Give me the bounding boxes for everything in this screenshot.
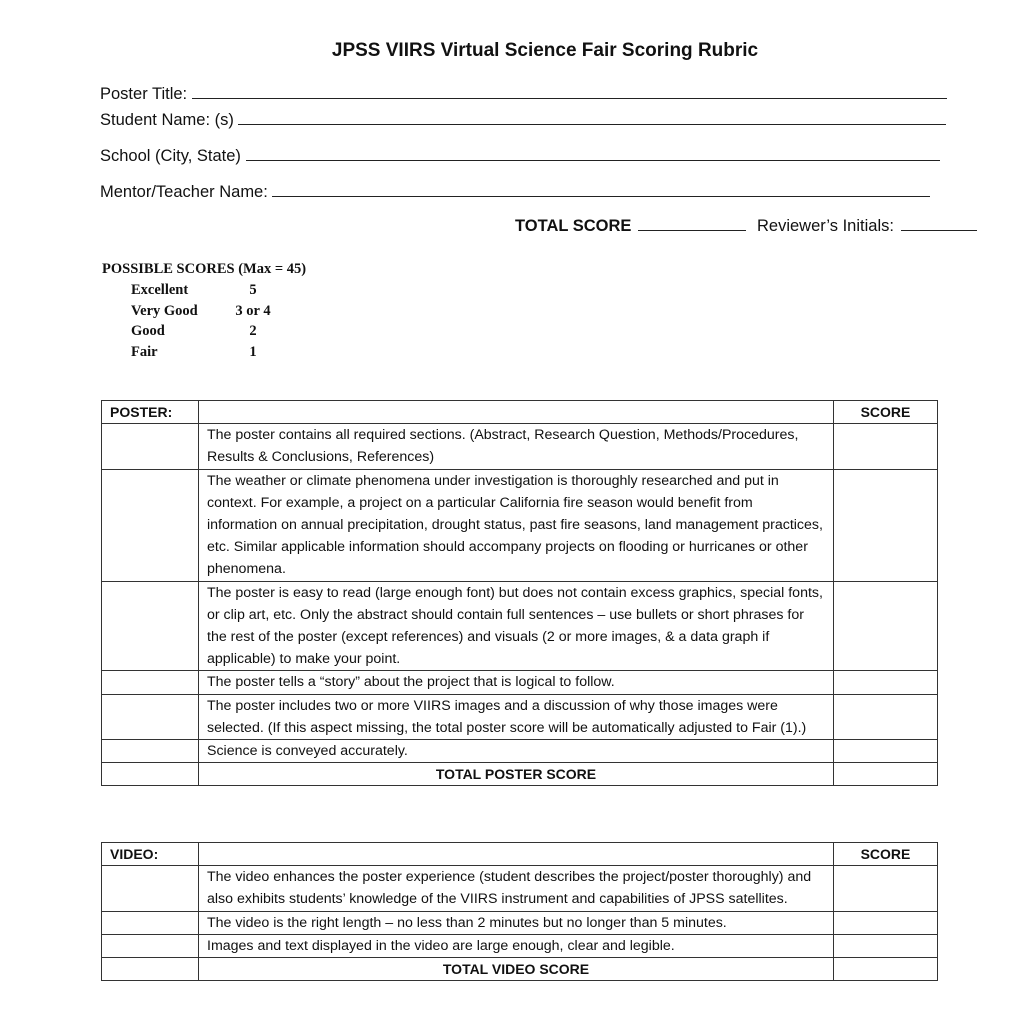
total-video-score-input[interactable] [834,958,938,981]
score-input-cell[interactable] [834,424,938,469]
criterion-text: The video enhances the poster experience (student describes the project/poster thoroughly) and also exhibits students’ knowledge of the VIIRS instrument and capabilities of JPSS satellites. [199,866,834,911]
video-rubric-table [101,842,938,981]
table-row [102,694,938,739]
row-label-cell [102,469,199,581]
score-input-cell[interactable] [834,671,938,694]
score-input-cell[interactable] [834,911,938,934]
row-label-cell [102,581,199,671]
video-header-row [102,843,938,866]
row-label-cell [102,958,199,981]
poster-title-blank[interactable] [192,84,947,99]
school-field[interactable] [100,146,940,166]
row-label-cell [102,740,199,763]
score-level-value: 1 [249,343,257,360]
mentor-label: Mentor/Teacher Name: [100,183,268,201]
possible-score-row [131,282,275,303]
page-title: JPSS VIIRS Virtual Science Fair Scoring Rubric [331,40,759,61]
total-video-score-label: TOTAL VIDEO SCORE [199,958,834,981]
row-label-cell [102,694,199,739]
reviewer-initials-field[interactable] [757,216,977,236]
score-level-label: Excellent [131,282,189,298]
score-level-value: 5 [249,282,257,298]
poster-title-field[interactable] [100,84,947,104]
score-column-header: SCORE [834,843,938,866]
video-section-label: VIDEO: [102,843,199,866]
student-name-field[interactable] [100,110,946,130]
video-total-row [102,958,938,981]
score-input-cell[interactable] [834,469,938,581]
total-poster-score-input[interactable] [834,763,938,786]
row-label-cell [102,424,199,469]
total-score-label: TOTAL SCORE [515,217,632,235]
score-level-value: 3 or 4 [235,302,271,319]
school-label: School (City, State) [100,147,241,165]
criterion-text: The poster contains all required sections. (Abstract, Research Question, Methods/Procedures, Results & Conclusions, References) [199,424,834,469]
table-row [102,934,938,957]
possible-score-row [131,323,275,344]
score-input-cell[interactable] [834,740,938,763]
criterion-text: The video is the right length – no less than 2 minutes but no longer than 5 minutes. [199,911,834,934]
header-blank-cell [199,843,834,866]
reviewer-initials-blank[interactable] [901,216,977,231]
possible-score-row [131,303,275,324]
poster-header-row [102,401,938,424]
score-level-label: Fair [131,343,158,360]
row-label-cell [102,911,199,934]
criterion-text: The poster tells a “story” about the project that is logical to follow. [199,671,834,694]
total-score-field[interactable] [515,216,746,236]
table-row [102,740,938,763]
criterion-text: The poster is easy to read (large enough font) but does not contain excess graphics, special fonts, or clip art, etc. Only the abstract should contain full sentences – use bullets or short phrases for the rest of the poster (except references) and visuals (2 or more images, & a data graph if applicable) to make your point. [199,581,834,671]
row-label-cell [102,763,199,786]
school-blank[interactable] [246,146,940,161]
total-score-blank[interactable] [638,216,746,231]
poster-rubric-table [101,400,938,786]
mentor-field[interactable] [100,182,930,202]
criterion-text: Images and text displayed in the video are large enough, clear and legible. [199,934,834,957]
score-input-cell[interactable] [834,694,938,739]
poster-title-label: Poster Title: [100,85,188,103]
score-level-label: Good [131,323,165,339]
table-row [102,581,938,671]
criterion-text: The weather or climate phenomena under investigation is thoroughly researched and put in context. For example, a project on a particular California fire season would benefit from information on annual precipitation, drought status, past fire seasons, land management practices, etc. Similar applicable information should accompany projects on flooding or hurricanes or other phenomena. [199,469,834,581]
possible-scores-heading: POSSIBLE SCORES (Max = 45) [102,261,307,277]
score-input-cell[interactable] [834,866,938,911]
table-row [102,911,938,934]
score-level-label: Very Good [131,302,198,319]
criterion-text: Science is conveyed accurately. [199,740,834,763]
table-row [102,469,938,581]
table-row [102,866,938,911]
row-label-cell [102,934,199,957]
header-blank-cell [199,401,834,424]
possible-scores-list [131,282,275,364]
mentor-blank[interactable] [272,182,930,197]
table-row [102,424,938,469]
score-column-header: SCORE [834,401,938,424]
table-row [102,671,938,694]
row-label-cell [102,866,199,911]
score-input-cell[interactable] [834,581,938,671]
poster-total-row [102,763,938,786]
score-input-cell[interactable] [834,934,938,957]
row-label-cell [102,671,199,694]
student-name-label: Student Name: (s) [100,111,234,129]
criterion-text: The poster includes two or more VIIRS images and a discussion of why those images were selected. (If this aspect missing, the total poster score will be automatically adjusted to Fair (1).) [199,694,834,739]
poster-section-label: POSTER: [102,401,199,424]
reviewer-initials-label: Reviewer’s Initials: [757,217,894,235]
possible-score-row [131,344,275,365]
total-poster-score-label: TOTAL POSTER SCORE [199,763,834,786]
score-level-value: 2 [249,323,257,339]
student-name-blank[interactable] [238,110,946,125]
